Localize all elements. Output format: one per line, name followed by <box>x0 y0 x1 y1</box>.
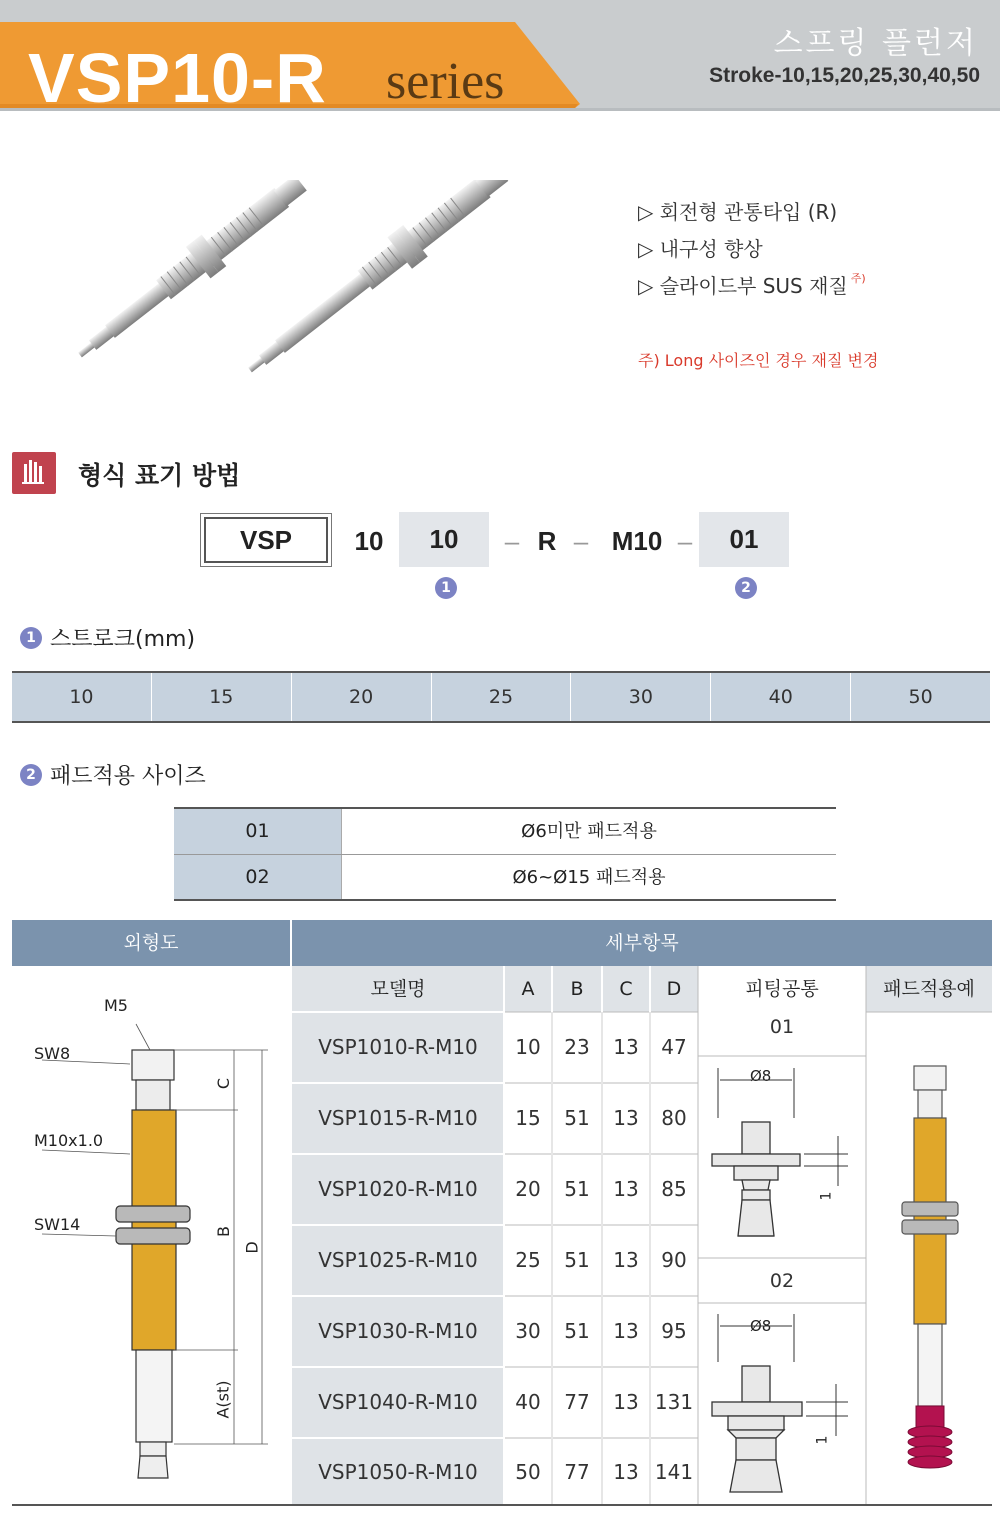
col-header-fitting: 피팅공통 <box>745 978 819 1000</box>
col-header-c: C <box>619 978 633 1000</box>
dim-c: 13 <box>613 1460 639 1484</box>
fitting-height-label: 1 <box>818 1191 835 1201</box>
model-name: VSP1050-R-M10 <box>318 1460 478 1484</box>
dim-c: 13 <box>613 1319 639 1343</box>
dim-b: 51 <box>564 1248 590 1272</box>
badge-2: 2 <box>20 764 42 786</box>
fitting-dim-label: Ø8 <box>750 1317 772 1335</box>
model-code-size: 10 <box>354 526 384 556</box>
table-bottom-rule <box>12 1504 992 1506</box>
stroke-title-text: 스트로크(mm) <box>50 627 196 652</box>
product-title: VSP10-R <box>28 39 327 117</box>
stroke-cell: 20 <box>292 673 432 721</box>
pad-code: 01 <box>174 809 341 854</box>
model-name: VSP1030-R-M10 <box>318 1319 478 1343</box>
table-row <box>174 854 836 899</box>
dim-c: 13 <box>613 1248 639 1272</box>
model-code-dash: – <box>677 526 693 556</box>
feature-item: ▷ 회전형 관통타입 (R) <box>638 200 838 224</box>
pad-code: 02 <box>174 855 341 899</box>
fitting-dim-label: Ø8 <box>750 1067 772 1085</box>
col-header-pad-example: 패드적용예 <box>883 978 975 1000</box>
footnote-mark: 주) <box>850 272 866 285</box>
col-header-b: B <box>570 978 584 1000</box>
product-korean-name: 스프링 플런저 <box>773 26 978 61</box>
outline-drawing-header: 외형도 <box>12 920 290 966</box>
footnote: 주) Long 사이즈인 경우 재질 변경 <box>638 351 879 370</box>
dim-d: 80 <box>661 1106 687 1130</box>
model-name: VSP1020-R-M10 <box>318 1177 478 1201</box>
col-header-a: A <box>521 978 535 1000</box>
dim-c: 13 <box>613 1106 639 1130</box>
dim-b: 77 <box>564 1460 590 1484</box>
model-code-type: R <box>537 526 557 556</box>
dim-a: 10 <box>515 1035 541 1059</box>
stroke-cell: 25 <box>432 673 572 721</box>
product-photo <box>60 180 540 390</box>
feature-item: ▷ 내구성 향상 <box>638 237 763 261</box>
fitting-02-drawing <box>698 1306 866 1506</box>
dim-b: 77 <box>564 1390 590 1414</box>
feature-item: ▷ 슬라이드부 SUS 재질 $^{주)}$ <box>638 272 866 298</box>
stroke-section-title <box>20 622 195 653</box>
model-code-dash: – <box>573 526 589 556</box>
dim-b: 23 <box>564 1035 590 1059</box>
model-code-pad: 01 <box>699 512 789 567</box>
dim-d: 95 <box>661 1319 687 1343</box>
dim-c: 13 <box>613 1390 639 1414</box>
pad-example-drawing <box>866 1012 992 1506</box>
model-code-thread: M10 <box>611 526 663 556</box>
model-name: VSP1025-R-M10 <box>318 1248 478 1272</box>
model-code-prefix: VSP <box>200 513 332 567</box>
dim-a: 15 <box>515 1106 541 1130</box>
fitting-height-label: 1 <box>814 1435 831 1445</box>
pad-section-title <box>20 759 206 790</box>
col-header-d: D <box>666 978 682 1000</box>
stroke-cell: 40 <box>711 673 851 721</box>
label-sw14: SW14 <box>34 1215 81 1234</box>
dim-a: 25 <box>515 1248 541 1272</box>
pad-desc: Ø6미만 패드적용 <box>341 809 836 854</box>
dim-c: 13 <box>613 1035 639 1059</box>
pad-size-table <box>174 807 836 901</box>
dim-a: 30 <box>515 1319 541 1343</box>
dim-d: 85 <box>661 1177 687 1201</box>
model-code-stroke: 10 <box>399 512 489 567</box>
outline-drawing <box>12 966 290 1506</box>
stroke-cell: 10 <box>12 673 152 721</box>
stroke-cell: 15 <box>152 673 292 721</box>
table-row <box>174 809 836 854</box>
dim-b: 51 <box>564 1319 590 1343</box>
label-thread: M10x1.0 <box>34 1131 104 1150</box>
label-b: B <box>213 1226 233 1237</box>
dim-a: 40 <box>515 1390 541 1414</box>
col-header-model: 모델명 <box>370 978 426 1000</box>
dim-c: 13 <box>613 1177 639 1201</box>
model-code-dash: – <box>504 526 520 556</box>
details-header: 세부항목 <box>292 920 992 966</box>
spec-table <box>292 966 992 1506</box>
dim-d: 47 <box>661 1035 687 1059</box>
pad-title-text: 패드적용 사이즈 <box>50 764 206 789</box>
label-m5: M5 <box>104 996 128 1015</box>
model-name: VSP1010-R-M10 <box>318 1035 478 1059</box>
label-sw8: SW8 <box>34 1044 71 1063</box>
dim-b: 51 <box>564 1106 590 1130</box>
fitting-label-02: 02 <box>769 1270 795 1292</box>
label-c: C <box>214 1077 234 1090</box>
stroke-cell: 30 <box>571 673 711 721</box>
badge-1: 1 <box>435 577 457 599</box>
model-name: VSP1040-R-M10 <box>318 1390 478 1414</box>
bar-chart-icon <box>12 452 56 494</box>
fitting-01-drawing <box>698 1056 866 1256</box>
stroke-table <box>12 671 990 723</box>
dim-b: 51 <box>564 1177 590 1201</box>
stroke-options: Stroke-10,15,20,25,30,40,50 <box>709 64 980 87</box>
badge-2: 2 <box>735 577 757 599</box>
dim-a: 50 <box>515 1460 541 1484</box>
fitting-label-01: 01 <box>769 1016 795 1038</box>
stroke-cell: 50 <box>908 686 933 708</box>
dim-d: 131 <box>654 1390 694 1414</box>
product-series-label: series <box>386 53 505 110</box>
pad-desc: Ø6~Ø15 패드적용 <box>341 855 836 899</box>
model-name: VSP1015-R-M10 <box>318 1106 478 1130</box>
label-a: A(st) <box>213 1380 233 1419</box>
dim-d: 90 <box>661 1248 687 1272</box>
dim-d: 141 <box>654 1460 694 1484</box>
label-d: D <box>242 1241 262 1254</box>
badge-1: 1 <box>20 627 42 649</box>
section-title: 형식 표기 방법 <box>78 461 241 490</box>
dim-a: 20 <box>515 1177 541 1201</box>
